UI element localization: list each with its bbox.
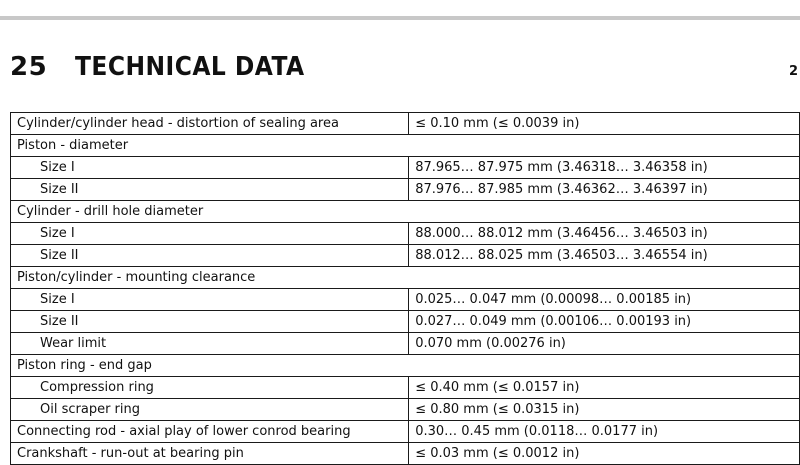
spec-value: 88.000… 88.012 mm (3.46456… 3.46503 in)	[409, 223, 800, 245]
table-row	[11, 179, 800, 201]
spec-label: Size II	[11, 311, 409, 333]
group-heading: Piston ring - end gap	[11, 355, 800, 377]
spec-value: 88.012… 88.025 mm (3.46503… 3.46554 in)	[409, 245, 800, 267]
spec-label: Oil scraper ring	[11, 399, 409, 421]
table-row	[11, 377, 800, 399]
spec-value: ≤ 0.40 mm (≤ 0.0157 in)	[409, 377, 800, 399]
spec-label: Connecting rod - axial play of lower conrod bearing	[11, 421, 409, 443]
spec-label: Crankshaft - run-out at bearing pin	[11, 443, 409, 465]
spec-label: Size I	[11, 157, 409, 179]
chapter-number: 25	[10, 52, 48, 82]
table-group-row	[11, 267, 800, 289]
table-group-row	[11, 201, 800, 223]
table-group-row	[11, 355, 800, 377]
spec-value: ≤ 0.03 mm (≤ 0.0012 in)	[409, 443, 800, 465]
table-row	[11, 443, 800, 465]
spec-value: ≤ 0.80 mm (≤ 0.0315 in)	[409, 399, 800, 421]
table-row	[11, 113, 800, 135]
group-heading: Cylinder - drill hole diameter	[11, 201, 800, 223]
spec-value: 87.965… 87.975 mm (3.46318… 3.46358 in)	[409, 157, 800, 179]
page-number: 2	[789, 64, 799, 79]
table-row	[11, 223, 800, 245]
technical-data-table	[10, 112, 800, 465]
spec-label: Cylinder/cylinder head - distortion of sealing area	[11, 113, 409, 135]
spec-label: Size II	[11, 245, 409, 267]
technical-data-body	[11, 113, 800, 465]
table-row	[11, 399, 800, 421]
table-row	[11, 333, 800, 355]
spec-value: 0.027… 0.049 mm (0.00106… 0.00193 in)	[409, 311, 800, 333]
spec-label: Compression ring	[11, 377, 409, 399]
table-row	[11, 289, 800, 311]
spec-label: Size I	[11, 223, 409, 245]
group-heading: Piston/cylinder - mounting clearance	[11, 267, 800, 289]
spec-value: 0.30… 0.45 mm (0.0118… 0.0177 in)	[409, 421, 800, 443]
table-row	[11, 311, 800, 333]
table-row	[11, 421, 800, 443]
group-heading: Piston - diameter	[11, 135, 800, 157]
table-row	[11, 245, 800, 267]
table-row	[11, 157, 800, 179]
spec-value: 87.976… 87.985 mm (3.46362… 3.46397 in)	[409, 179, 800, 201]
spec-label: Wear limit	[11, 333, 409, 355]
spec-label: Size II	[11, 179, 409, 201]
chapter-title: TECHNICAL DATA	[75, 52, 305, 82]
header-rule	[0, 16, 800, 20]
spec-label: Size I	[11, 289, 409, 311]
spec-value: 0.070 mm (0.00276 in)	[409, 333, 800, 355]
table-group-row	[11, 135, 800, 157]
spec-value: 0.025… 0.047 mm (0.00098… 0.00185 in)	[409, 289, 800, 311]
spec-value: ≤ 0.10 mm (≤ 0.0039 in)	[409, 113, 800, 135]
